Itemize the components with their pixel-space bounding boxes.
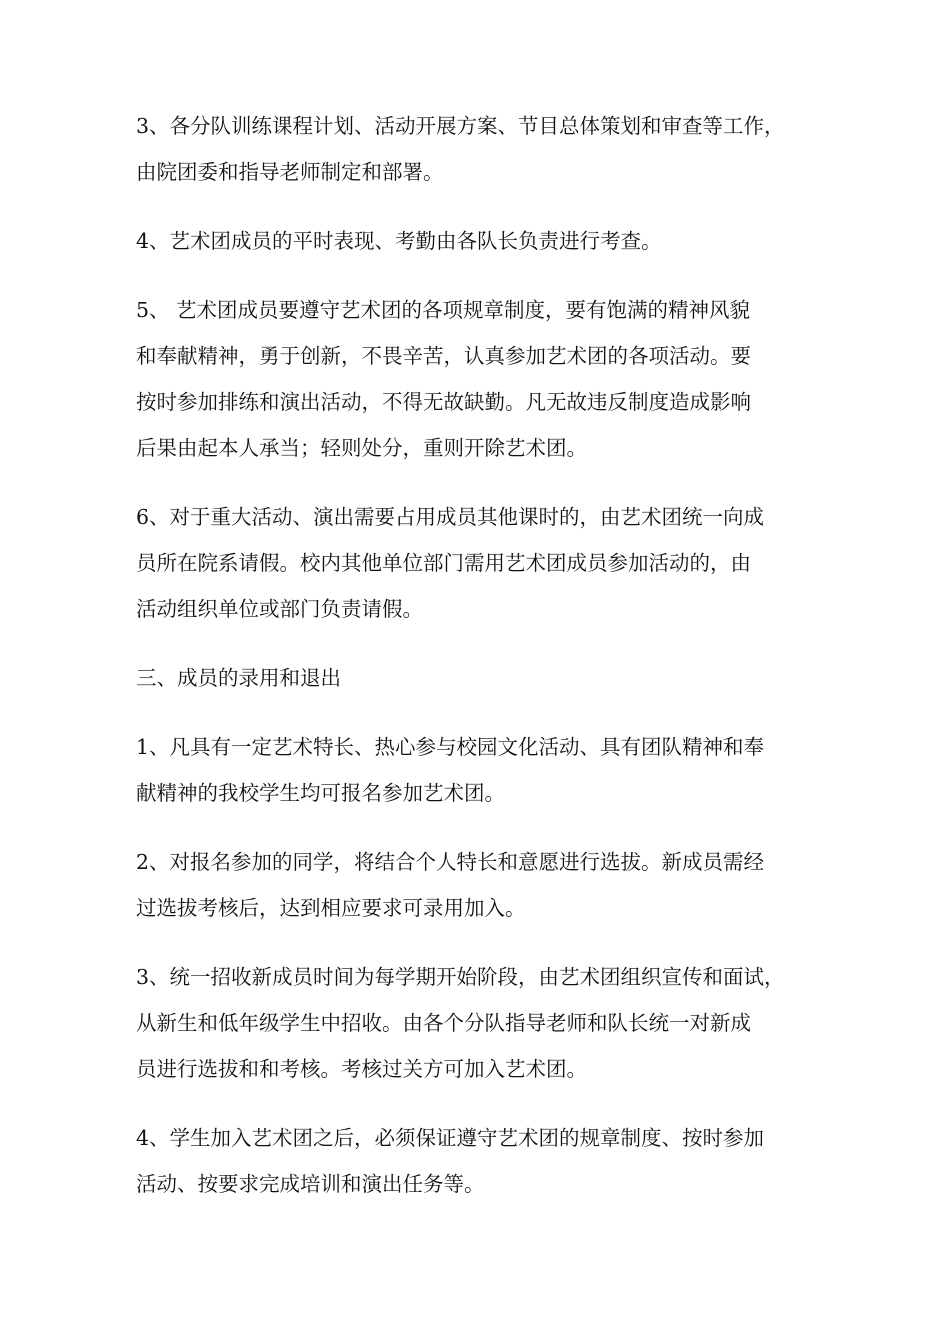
paragraph-rule-5-regulations: 5、 艺术团成员要遵守艺术团的各项规章制度，要有饱满的精神风貌 和奉献精神，勇于创新，不畏辛苦，认真参加艺术团的各项活动。要 按时参加排练和演出活动，不得无故缺勤。凡无故违反制度造成影响 后果由起本人承当；轻则处分，重则开除艺术团。 <box>136 298 751 460</box>
paragraph-membership-4: 4、学生加入艺术团之后，必须保证遵守艺术团的规章制度、按时参加 活动、按要求完成培训和演出任务等。 <box>136 1126 765 1196</box>
document-body <box>136 103 826 1230</box>
paragraph-rule-3-planning: 3、各分队训练课程计划、活动开展方案、节目总体策划和审查等工作， 由院团委和指导老师制定和部署。 <box>136 114 785 184</box>
paragraph-rule-4-attendance: 4、艺术团成员的平时表现、考勤由各队长负责进行考查。 <box>136 229 662 253</box>
section-heading-membership: 三、成员的录用和退出 <box>136 666 341 690</box>
paragraph-rule-6-leave: 6、对于重大活动、演出需要占用成员其他课时的，由艺术团统一向成 员所在院系请假。校内其他单位部门需用艺术团成员参加活动的，由 活动组织单位或部门负责请假。 <box>136 505 765 621</box>
paragraph-membership-2: 2、对报名参加的同学，将结合个人特长和意愿进行选拔。新成员需经 过选拔考核后，达到相应要求可录用加入。 <box>136 850 765 920</box>
paragraph-membership-1: 1、凡具有一定艺术特长、热心参与校园文化活动、具有团队精神和奉 献精神的我校学生均可报名参加艺术团。 <box>136 735 765 805</box>
paragraph-membership-3: 3、统一招收新成员时间为每学期开始阶段，由艺术团组织宣传和面试， 从新生和低年级学生中招收。由各个分队指导老师和队长统一对新成 员进行选拔和和考核。考核过关方可加入艺术团。 <box>136 965 785 1081</box>
